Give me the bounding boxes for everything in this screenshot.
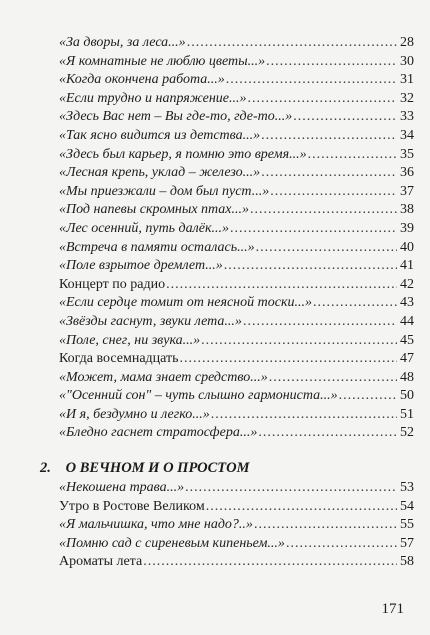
toc-entry: [59, 146, 414, 165]
toc-entry: [59, 239, 414, 258]
toc-entry-page: 45: [400, 332, 414, 348]
toc-entry-page: 42: [400, 276, 414, 292]
dot-leader: [226, 71, 397, 90]
toc-entry: [59, 90, 414, 109]
toc-entry-title: Утро в Ростове Великом: [59, 498, 205, 514]
toc-entry-title: «Бледно гаснет стратосфера...»: [59, 425, 258, 441]
toc-entry-title: «Под напевы скромных птах...»: [59, 202, 250, 218]
toc-entry-page: 44: [400, 313, 414, 329]
dot-leader: [286, 535, 397, 554]
dot-leader: [254, 516, 397, 535]
dot-leader: [250, 201, 397, 220]
toc-entry: [59, 516, 414, 535]
dot-leader: [243, 313, 397, 332]
toc-entry-page: 33: [400, 109, 414, 125]
toc-entry-page: 58: [400, 554, 414, 570]
toc-entry: [59, 71, 414, 90]
toc-entry-page: 52: [400, 425, 414, 441]
toc-entry-title: «Я комнатные не люблю цветы...»: [59, 53, 266, 69]
toc-entry: [59, 183, 414, 202]
toc-entry: [59, 332, 414, 351]
toc-entry-title: «"Осенний сон" – чуть слышно гармониста...»: [59, 388, 338, 404]
toc-entry: [59, 479, 414, 498]
toc-entry-title: «Так ясно видится из детства...»: [59, 127, 261, 143]
toc-entry: [59, 220, 414, 239]
toc-entry: [59, 535, 414, 554]
toc-entry-page: 30: [400, 53, 414, 69]
toc-entry-page: 50: [400, 388, 414, 404]
dot-leader: [308, 146, 397, 165]
dot-leader: [269, 369, 397, 388]
toc-entry-title: «Лесная крепь, уклад – железо...»: [59, 165, 261, 181]
dot-leader: [180, 350, 397, 369]
toc-entry-title: «И я, бездумно и легко...»: [59, 406, 210, 422]
toc-entry-page: 57: [400, 535, 414, 551]
toc-entry-title: «Здесь Вас нет – Вы где-то, где-то...»: [59, 109, 293, 125]
toc-entry: [59, 53, 414, 72]
toc-entry-page: 48: [400, 369, 414, 385]
toc-entry-page: 47: [400, 351, 414, 367]
toc-entry-page: 34: [400, 127, 414, 143]
toc-entry-page: 51: [400, 406, 414, 422]
toc-entry: [59, 553, 414, 572]
dot-leader: [224, 257, 397, 276]
dot-leader: [143, 553, 397, 572]
toc-entry-title: «Поле, снег, ни звука...»: [59, 332, 201, 348]
toc-entry: [59, 369, 414, 388]
toc-entry: [59, 34, 414, 53]
toc-entry: [59, 108, 414, 127]
toc-entry: [59, 276, 414, 295]
toc-entry: [59, 257, 414, 276]
toc-entry: [59, 313, 414, 332]
toc-entry-title: Концерт по радио: [59, 276, 166, 292]
dot-leader: [261, 164, 397, 183]
section-title: О ВЕЧНОМ И О ПРОСТОМ: [65, 460, 250, 476]
dot-leader: [185, 479, 397, 498]
dot-leader: [258, 424, 397, 443]
dot-leader: [247, 90, 397, 109]
toc-entry-page: 35: [400, 146, 414, 162]
toc-entry: [59, 406, 414, 425]
dot-leader: [256, 239, 397, 258]
toc-entry: [59, 294, 414, 313]
section-heading: [40, 459, 250, 477]
dot-leader: [313, 294, 397, 313]
section-number: 2.: [40, 460, 51, 476]
toc-entry-title: «Я мальчишка, что мне надо?..»: [59, 517, 253, 533]
toc-entry: [59, 387, 414, 406]
toc-entry-title: «За дворы, за леса...»: [59, 35, 186, 50]
toc-entry-page: 54: [400, 498, 414, 514]
toc-entry-page: 36: [400, 165, 414, 181]
toc-entry-title: Ароматы лета: [59, 554, 143, 570]
toc-entry-page: 28: [400, 35, 414, 50]
table-of-contents-part-1: [59, 34, 414, 443]
toc-entry-title: «Помню сад с сиреневым кипеньем...»: [59, 535, 285, 551]
toc-entry: [59, 424, 414, 443]
toc-entry-page: 38: [400, 202, 414, 218]
toc-entry-title: Когда восемнадцать: [59, 351, 179, 367]
toc-entry: [59, 498, 414, 517]
toc-entry-title: «Мы приезжали – дом был пуст...»: [59, 183, 270, 199]
toc-entry-title: «Если сердце томит от неясной тоски...»: [59, 295, 313, 311]
dot-leader: [270, 183, 397, 202]
toc-entry-page: 37: [400, 183, 414, 199]
dot-leader: [266, 53, 397, 72]
toc-entry-page: 55: [400, 517, 414, 533]
dot-leader: [201, 332, 397, 351]
dot-leader: [339, 387, 397, 406]
toc-entry: [59, 350, 414, 369]
table-of-contents-part-2: [59, 479, 414, 572]
toc-entry-title: «Поле взрытое дремлет...»: [59, 258, 223, 274]
dot-leader: [293, 108, 397, 127]
toc-entry-title: «Здесь был карьер, я помню это время...»: [59, 146, 307, 162]
toc-entry-title: «Звёзды гаснут, звуки лета...»: [59, 313, 242, 329]
dot-leader: [261, 127, 397, 146]
toc-entry: [59, 164, 414, 183]
toc-entry-title: «Если трудно и напряжение...»: [59, 90, 247, 106]
toc-entry-page: 39: [400, 220, 414, 236]
dot-leader: [206, 498, 397, 517]
dot-leader: [230, 220, 397, 239]
toc-entry-page: 43: [400, 295, 414, 311]
toc-entry-title: «Лес осенний, путь далёк...»: [59, 220, 230, 236]
toc-entry: [59, 201, 414, 220]
dot-leader: [187, 34, 397, 53]
toc-entry-page: 41: [400, 258, 414, 274]
toc-entry-title: «Может, мама знает средство...»: [59, 369, 268, 385]
toc-entry: [59, 127, 414, 146]
toc-entry-title: «Когда окончена работа...»: [59, 72, 225, 88]
toc-entry-page: 40: [400, 239, 414, 255]
page-number: 171: [381, 601, 404, 617]
toc-entry-page: 31: [400, 72, 414, 88]
toc-entry-title: «Встреча в памяти осталась...»: [59, 239, 255, 255]
dot-leader: [211, 406, 397, 425]
toc-entry-page: 53: [400, 480, 414, 495]
dot-leader: [166, 276, 397, 295]
toc-entry-title: «Некошена трава...»: [59, 480, 185, 495]
toc-entry-page: 32: [400, 90, 414, 106]
